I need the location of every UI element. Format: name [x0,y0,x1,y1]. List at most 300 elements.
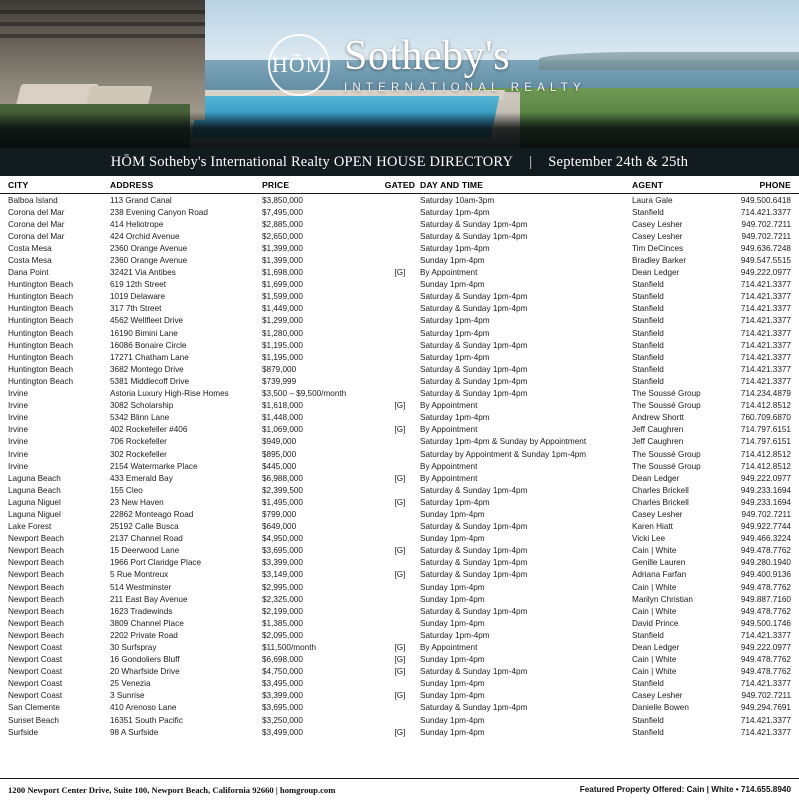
table-header-row [0,176,799,194]
cell-day-and-time: Sunday 1pm-4pm [420,727,485,737]
cell-phone: 714.421.3377 [740,280,791,290]
cell-city: Newport Beach [8,594,64,604]
cell-city: Irvine [8,461,29,471]
column-header-address: ADDRESS [110,176,262,194]
cell-agent: Stanfield [632,280,664,290]
hom-monogram-icon: HŌM [268,34,330,96]
cell-day-and-time: Sunday 1pm-4pm [420,594,485,604]
cell-phone: 714.412.8512 [740,449,791,459]
page-title: HŌM Sotheby's International Realty OPEN HOUSE DIRECTORY [110,153,514,170]
cell-address: 98 A Surfside [110,727,159,737]
cell-price: $4,950,000 [262,534,303,544]
table-row [0,521,799,533]
cell-phone: 949.922.7744 [740,522,791,532]
cell-city: Sunset Beach [8,715,59,725]
cell-phone: 949.466.3224 [740,534,791,544]
cell-city: Newport Beach [8,570,64,580]
cell-city: Huntington Beach [8,280,74,290]
cell-address: 1019 Delaware [110,292,166,302]
cell-price: $3,695,000 [262,703,303,713]
cell-agent: Stanfield [632,340,664,350]
cell-agent: Casey Lesher [632,219,683,229]
cell-address: 2154 Watermarke Place [110,461,198,471]
cell-agent: Danielle Bowen [632,703,689,713]
cell-agent: Stanfield [632,715,664,725]
cell-city: Newport Coast [8,679,63,689]
column-header-city: CITY [0,176,110,194]
cell-agent: Dean Ledger [632,473,680,483]
cell-phone: 714.421.3377 [740,207,791,217]
cell-day-and-time: Saturday & Sunday 1pm-4pm [420,703,528,713]
cell-day-and-time: Saturday 10am-3pm [420,195,495,205]
cell-phone: 714.421.3377 [740,292,791,302]
cell-city: Irvine [8,401,29,411]
table-row [0,654,799,666]
table-row [0,581,799,593]
cell-gated: [G] [394,691,406,701]
cell-day-and-time: By Appointment [420,425,478,435]
cell-price: $445,000 [262,461,297,471]
cell-city: Huntington Beach [8,316,74,326]
cell-address: 16086 Bonaire Circle [110,340,187,350]
table-row [0,690,799,702]
cell-agent: Tim DeCinces [632,243,684,253]
cell-phone: 949.478.7762 [740,546,791,556]
cell-day-and-time: By Appointment [420,461,478,471]
cell-address: 16351 South Pacific [110,715,183,725]
cell-phone: 949.233.1694 [740,497,791,507]
cell-city: Huntington Beach [8,352,74,362]
cell-city: Surfside [8,727,39,737]
cell-city: Newport Beach [8,606,64,616]
cell-address: 619 12th Street [110,280,166,290]
cell-address: 16190 Bimini Lane [110,328,178,338]
cell-gated [380,484,420,496]
cell-address: 5 Rue Montreux [110,570,169,580]
cell-city: Costa Mesa [8,256,52,266]
cell-phone: 714.797.6151 [740,425,791,435]
cell-agent: Stanfield [632,207,664,217]
cell-agent: The Soussé Group [632,449,701,459]
cell-price: $3,499,000 [262,727,303,737]
cell-agent: David Prince [632,618,679,628]
cell-address: 706 Rockefeller [110,437,167,447]
cell-phone: 760.709.6870 [740,413,791,423]
column-header-phone: PHONE [736,176,799,194]
cell-city: Huntington Beach [8,328,74,338]
cell-price: $2,995,000 [262,582,303,592]
cell-address: 302 Rockefeller [110,449,167,459]
cell-day-and-time: Saturday & Sunday 1pm-4pm [420,606,528,616]
cell-price: $1,698,000 [262,268,303,278]
footer-featured-property: Featured Property Offered: Cain | White • 714.655.8940 [579,785,791,794]
cell-phone: 949.478.7762 [740,606,791,616]
cell-gated [380,436,420,448]
cell-city: Newport Coast [8,643,63,653]
cell-day-and-time: Saturday & Sunday 1pm-4pm [420,546,528,556]
cell-city: Huntington Beach [8,304,74,314]
cell-phone: 714.234.4879 [740,389,791,399]
cell-price: $3,250,000 [262,715,303,725]
cell-gated [380,351,420,363]
cell-agent: Cain | White [632,546,677,556]
cell-agent: Cain | White [632,667,677,677]
cell-agent: Stanfield [632,727,664,737]
cell-day-and-time: By Appointment [420,473,478,483]
table-row [0,617,799,629]
cell-address: 238 Evening Canyon Road [110,207,208,217]
cell-price: $649,000 [262,522,297,532]
cell-agent: Stanfield [632,292,664,302]
cell-gated [380,629,420,641]
cell-day-and-time: Saturday & Sunday 1pm-4pm [420,292,528,302]
cell-day-and-time: Sunday 1pm-4pm [420,280,485,290]
cell-phone: 949.222.0977 [740,268,791,278]
cell-address: 5342 Blinn Lane [110,413,170,423]
cell-day-and-time: Sunday 1pm-4pm [420,618,485,628]
cell-gated [380,678,420,690]
cell-day-and-time: Saturday 1pm-4pm [420,243,490,253]
table-row [0,448,799,460]
cell-phone: 949.636.7248 [740,243,791,253]
column-header-agent: AGENT [632,176,736,194]
cell-price: $1,448,000 [262,413,303,423]
cell-agent: Stanfield [632,316,664,326]
cell-gated [380,448,420,460]
cell-address: 317 7th Street [110,304,162,314]
cell-phone: 949.478.7762 [740,582,791,592]
table-row [0,508,799,520]
cell-day-and-time: Saturday 1pm-4pm [420,207,490,217]
table-row [0,593,799,605]
cell-agent: Stanfield [632,630,664,640]
cell-gated: [G] [394,268,406,278]
cell-phone: 714.421.3377 [740,304,791,314]
table-row [0,194,799,207]
table-row [0,460,799,472]
cell-agent: Marilyn Christian [632,594,693,604]
table-row [0,291,799,303]
cell-price: $2,095,000 [262,630,303,640]
cell-address: 514 Westminster [110,582,172,592]
cell-gated [380,339,420,351]
cell-gated [380,194,420,207]
cell-agent: Casey Lesher [632,231,683,241]
cell-gated [380,557,420,569]
cell-agent: Charles Brickell [632,497,689,507]
cell-agent: Vicki Lee [632,534,666,544]
cell-price: $895,000 [262,449,297,459]
cell-phone: 949.702.7211 [741,509,791,519]
cell-gated: [G] [394,655,406,665]
cell-price: $3,399,000 [262,558,303,568]
cell-address: 433 Emerald Bay [110,473,173,483]
table-row [0,327,799,339]
table-row [0,666,799,678]
table-header [0,176,799,194]
cell-price: $1,280,000 [262,328,303,338]
table-row [0,279,799,291]
cell-agent: Stanfield [632,352,664,362]
cell-day-and-time: Saturday 1pm-4pm [420,497,490,507]
cell-phone: 714.421.3377 [740,715,791,725]
cell-price: $6,698,000 [262,655,303,665]
table-row [0,605,799,617]
cell-agent: Casey Lesher [632,691,683,701]
cell-gated: [G] [394,643,406,653]
cell-day-and-time: Sunday 1pm-4pm [420,655,485,665]
table-row [0,557,799,569]
cell-phone: 949.478.7762 [740,667,791,677]
cell-phone: 949.500.6418 [740,195,791,205]
cell-gated: [G] [394,570,406,580]
cell-address: 30 Surfspray [110,643,157,653]
cell-agent: Casey Lesher [632,509,683,519]
cell-day-and-time: By Appointment [420,643,478,653]
cell-phone: 714.412.8512 [740,461,791,471]
cell-agent: Laura Gale [632,195,673,205]
cell-city: Laguna Beach [8,473,61,483]
table-row [0,339,799,351]
table-row [0,230,799,242]
cell-phone: 714.421.3377 [740,630,791,640]
table-row [0,424,799,436]
cell-day-and-time: Saturday & Sunday 1pm-4pm [420,522,528,532]
page-footer [0,778,799,800]
cell-price: $1,069,000 [262,425,303,435]
cell-agent: The Soussé Group [632,389,701,399]
directory-title-bar [0,148,799,176]
cell-price: $6,988,000 [262,473,303,483]
cell-gated [380,412,420,424]
cell-gated [380,533,420,545]
cell-price: $739,999 [262,376,297,386]
cell-gated [380,327,420,339]
cell-agent: Stanfield [632,328,664,338]
cell-gated [380,714,420,726]
cell-phone: 949.222.0977 [740,643,791,653]
table-row [0,412,799,424]
cell-gated: [G] [394,497,406,507]
cell-gated [380,460,420,472]
cell-gated [380,254,420,266]
cell-address: 4562 Wellfleet Drive [110,316,184,326]
cell-address: 113 Grand Canal [110,195,172,205]
cell-phone: 949.702.7211 [741,219,791,229]
cell-phone: 714.421.3377 [740,352,791,362]
cell-address: 414 Heliotrope [110,219,164,229]
cell-address: 23 New Haven [110,497,164,507]
cell-price: $2,885,000 [262,219,303,229]
cell-price: $11,500/month [262,643,317,653]
cell-city: Laguna Beach [8,485,61,495]
cell-agent: Adriana Farfan [632,570,687,580]
table-row [0,496,799,508]
cell-gated [380,291,420,303]
cell-city: Newport Coast [8,691,63,701]
cell-price: $1,399,000 [262,256,303,266]
cell-agent: Cain | White [632,582,677,592]
cell-city: Irvine [8,437,29,447]
cell-agent: Karen Hiatt [632,522,673,532]
cell-gated [380,363,420,375]
cell-price: $799,000 [262,509,297,519]
cell-gated [380,617,420,629]
table-row [0,303,799,315]
cell-day-and-time: Saturday & Sunday 1pm-4pm [420,304,528,314]
cell-agent: Stanfield [632,364,664,374]
cell-address: 5381 Middlecoff Drive [110,376,190,386]
cell-address: 3682 Montego Drive [110,364,184,374]
cell-day-and-time: By Appointment [420,268,478,278]
hero-photo [0,0,799,148]
table-row [0,436,799,448]
cell-phone: 949.294.7691 [740,703,791,713]
table-row [0,218,799,230]
cell-agent: Jeff Caughren [632,425,684,435]
brand-name: Sotheby's [344,33,511,80]
cell-address: 2202 Private Road [110,630,178,640]
cell-city: Costa Mesa [8,243,52,253]
cell-phone: 714.421.3377 [740,316,791,326]
cell-price: $3,500 – $9,500/month [262,389,347,399]
column-header-price: PRICE [262,176,380,194]
column-header-gated: GATED [380,176,420,194]
table-row [0,400,799,412]
cell-price: $3,495,000 [262,679,303,689]
cell-agent: Stanfield [632,679,664,689]
cell-phone: 949.547.5515 [740,256,791,266]
cell-phone: 714.421.3377 [740,679,791,689]
cell-address: 2360 Orange Avenue [110,243,188,253]
cell-day-and-time: Sunday 1pm-4pm [420,509,485,519]
cell-agent: Jeff Caughren [632,437,684,447]
cell-day-and-time: Saturday & Sunday 1pm-4pm [420,340,528,350]
cell-day-and-time: Sunday 1pm-4pm [420,715,485,725]
cell-phone: 949.500.1746 [740,618,791,628]
cell-phone: 714.421.3377 [740,328,791,338]
cell-day-and-time: Sunday 1pm-4pm [420,534,485,544]
cell-price: $3,399,000 [262,691,303,701]
cell-gated [380,230,420,242]
cell-phone: 714.421.3377 [740,340,791,350]
cell-phone: 714.421.3377 [740,364,791,374]
cell-address: 32421 Via Antibes [110,268,176,278]
cell-city: San Clemente [8,703,60,713]
cell-city: Newport Coast [8,655,63,665]
cell-price: $3,149,000 [262,570,303,580]
cell-agent: The Soussé Group [632,461,701,471]
cell-price: $7,495,000 [262,207,303,217]
cell-address: 3809 Channel Place [110,618,184,628]
cell-address: 211 East Bay Avenue [110,594,188,604]
cell-price: $1,299,000 [262,316,303,326]
cell-gated [380,605,420,617]
cell-gated: [G] [394,425,406,435]
table-row [0,351,799,363]
cell-city: Newport Coast [8,667,63,677]
cell-day-and-time: Saturday 1pm-4pm & Sunday by Appointment [420,437,587,447]
brand-logo [268,34,586,96]
table-row [0,533,799,545]
cell-day-and-time: Saturday 1pm-4pm [420,630,490,640]
cell-agent: Dean Ledger [632,268,680,278]
table-row [0,545,799,557]
cell-agent: The Soussé Group [632,401,701,411]
title-separator: | [529,153,533,170]
table-row [0,726,799,738]
cell-phone: 714.421.3377 [740,376,791,386]
cell-day-and-time: Saturday & Sunday 1pm-4pm [420,231,528,241]
cell-address: 20 Wharfside Drive [110,667,180,677]
cell-day-and-time: Saturday & Sunday 1pm-4pm [420,570,528,580]
cell-day-and-time: Saturday & Sunday 1pm-4pm [420,376,528,386]
cell-city: Newport Beach [8,546,64,556]
cell-address: 402 Rockefeller #406 [110,425,188,435]
cell-phone: 949.222.0977 [740,473,791,483]
cell-phone: 949.280.1940 [740,558,791,568]
cell-address: 3 Sunrise [110,691,145,701]
cell-day-and-time: Sunday 1pm-4pm [420,679,485,689]
cell-city: Irvine [8,389,29,399]
cell-gated [380,375,420,387]
table-row [0,315,799,327]
cell-city: Huntington Beach [8,340,74,350]
cell-address: 1966 Port Claridge Place [110,558,202,568]
cell-day-and-time: By Appointment [420,401,478,411]
cell-day-and-time: Saturday & Sunday 1pm-4pm [420,219,528,229]
cell-price: $4,750,000 [262,667,303,677]
table-row [0,206,799,218]
table-row [0,702,799,714]
cell-agent: Charles Brickell [632,485,689,495]
cell-day-and-time: Sunday 1pm-4pm [420,582,485,592]
cell-city: Corona del Mar [8,231,65,241]
cell-price: $1,385,000 [262,618,303,628]
cell-gated: [G] [394,473,406,483]
cell-price: $1,399,000 [262,243,303,253]
cell-agent: Stanfield [632,376,664,386]
table-row [0,388,799,400]
cell-day-and-time: Saturday & Sunday 1pm-4pm [420,389,528,399]
table-row [0,254,799,266]
table-row [0,375,799,387]
cell-city: Irvine [8,425,29,435]
cell-phone: 949.702.7211 [741,231,791,241]
cell-city: Laguna Niguel [8,497,61,507]
cell-city: Dana Point [8,268,49,278]
cell-city: Lake Forest [8,522,52,532]
table-row [0,641,799,653]
cell-city: Newport Beach [8,582,64,592]
listings-table-container [0,176,799,738]
cell-city: Newport Beach [8,618,64,628]
cell-gated: [G] [394,727,406,737]
table-body [0,194,799,739]
cell-address: 424 Orchid Avenue [110,231,180,241]
cell-day-and-time: Saturday & Sunday 1pm-4pm [420,364,528,374]
cell-price: $1,495,000 [262,497,303,507]
column-header-day-and-time: DAY AND TIME [420,176,632,194]
cell-city: Huntington Beach [8,364,74,374]
cell-address: 17271 Chatham Lane [110,352,189,362]
cell-gated: [G] [394,546,406,556]
cell-address: 25 Venezia [110,679,151,689]
cell-price: $2,399,500 [262,485,303,495]
cell-city: Newport Beach [8,534,64,544]
cell-phone: 949.887.7160 [740,594,791,604]
cell-agent: Cain | White [632,655,677,665]
